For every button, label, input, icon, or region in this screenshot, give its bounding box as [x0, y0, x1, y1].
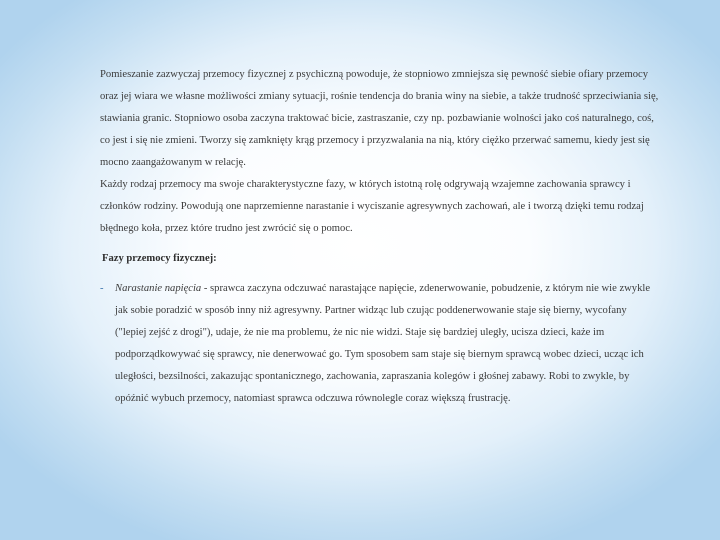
slide-content [100, 64, 660, 410]
bullet-marker: - [100, 283, 104, 294]
intro-paragraph: Pomieszanie zazwyczaj przemocy fizycznej z psychiczną powoduje, że stopniowo zmniejsza się pewność siebie ofiary przemocy oraz jej wiara we własne możliwości zmiany sytuacji, rośnie tendencja do brania winy na siebie, a także trudność sprzeciwiania się, stawiania granic. Stopniowo osoba zaczyna traktować bicie, zastraszanie, czy np. pozbawianie wolności jako coś naturalnego, coś, co jest i się nie zmieni. Tworzy się zamknięty krąg przemocy i przyzwalania na nią, który ciężko przerwać samemu, kiedy jest się mocno zaangażowanym w relację. [100, 69, 659, 168]
section-heading: Fazy przemocy fizycznej: [102, 253, 217, 264]
bullet-text: - sprawca zaczyna odczuwać narastające napięcie, zdenerwowanie, pobudzenie, z którym nie wie zwykle jak sobie poradzić w sposób inny niż agresywny. Partner widząc lub czując poddenerwowanie staje się bierny, wycofany ("lepiej zejść z drogi"), udaje, że nie ma problemu, że nic nie widzi. Staje się bardziej uległy, ucisza dzieci, każe im podporządkowywać się sprawcy, nie denerwować go. Tym sposobem sam staje się biernym sprawcą wobec dzieci, ucząc ich uległości, bezsilności, zakazując spontanicznego, zachowania, zapraszania kolegów i głośnej zabawy. Robi to zwykle, by opóźnić wybuch przemocy, natomiast sprawca odczuwa równolegle coraz większą frustrację. [115, 283, 651, 404]
bullet-term: Narastanie napięcia [115, 283, 202, 294]
phases-paragraph: Każdy rodzaj przemocy ma swoje charakterystyczne fazy, w których istotną rolę odgrywają wzajemne zachowania sprawcy i członków rodziny. Powodują one naprzemienne narastanie i wyciszanie agresywnych zachowań, ale i tworzą dzięki temu rodzaj błędnego koła, przez które trudno jest zwrócić się o pomoc. [100, 179, 644, 234]
bullet-item [100, 278, 660, 410]
